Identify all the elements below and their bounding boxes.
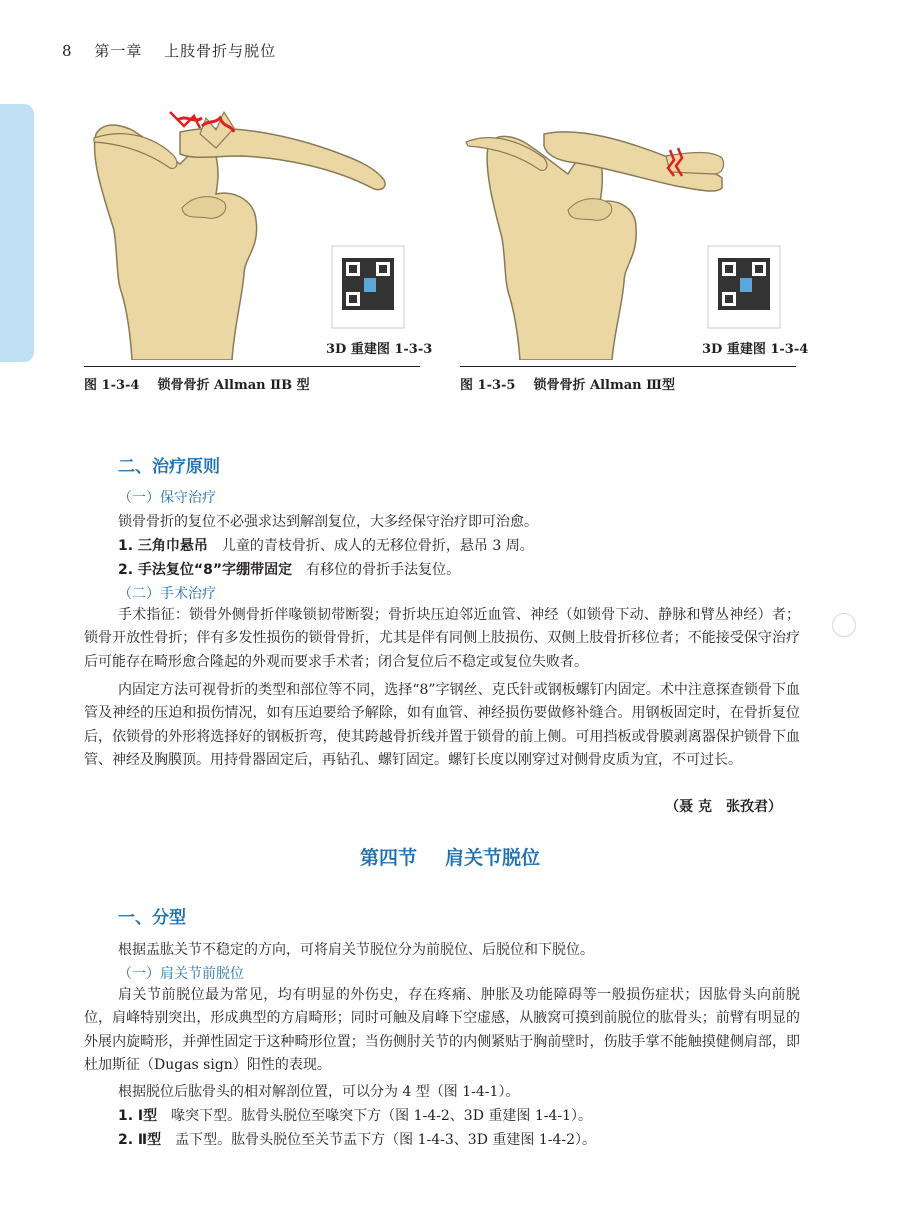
paragraph-text: 内固定方法可视骨折的类型和部位等不同，选择“8”字钢丝、克氏针或钢板螺钉内固定。术中注意探查锁骨下血管及神经的压迫和损伤情况，如有压迫要给予解除，如有血管、神经损伤要做修补缝合。用钢板固定时，在骨折复位后，依锁骨的外形将选择好的钢板折弯，使其跨越骨折线并置于锁骨的前上侧。可用挡板或骨膜剥离器保护锁骨下血管、神经及胸膜顶。用持骨器固定后，再钻孔、螺钉固定。螺钉长度以刚穿过对侧骨皮质为宜，不可过长。 xyxy=(84,682,800,769)
paragraph-fixation xyxy=(84,679,800,773)
running-head xyxy=(62,40,276,61)
list-item-label: 1. Ⅰ型 xyxy=(118,1108,158,1124)
list-item-label: 2. Ⅱ型 xyxy=(118,1132,162,1148)
figure-allman-iii xyxy=(460,98,800,360)
authors: （聂 克 张孜君） xyxy=(665,799,782,815)
page-number: 8 xyxy=(62,42,73,60)
list-item-label: 2. 手法复位“8”字绷带固定 xyxy=(118,562,293,578)
figure-number: 图 1-3-4 xyxy=(84,378,140,393)
paragraph-indications xyxy=(84,604,800,674)
paragraph-text: 手术指征：锁骨外侧骨折伴喙锁韧带断裂；骨折块压迫邻近血管、神经（如锁骨下动、静脉和臂丛神经）者；锁骨开放性骨折；伴有多发性损伤的锁骨骨折，尤其是伴有同侧上肢损伤、双侧上肢骨折移位者；不能接受保守治疗后可能存在畸形愈合隆起的外观而要求手术者；闭合复位后不稳定或复位失败者。 xyxy=(84,607,800,670)
list-item-label: 1. 三角巾悬吊 xyxy=(118,538,208,554)
heading-treatment: 二、治疗原则 xyxy=(118,457,220,477)
list-item-text: 喙突下型。肱骨头脱位至喙突下方（图 1-4-2、3D 重建图 1-4-1）。 xyxy=(171,1108,593,1124)
list-item xyxy=(118,535,534,555)
figure-number: 图 1-3-5 xyxy=(460,378,516,393)
list-item xyxy=(118,1105,592,1125)
list-item-text: 有移位的骨折手法复位。 xyxy=(306,562,461,578)
section-title xyxy=(0,843,900,870)
library-stamp-icon xyxy=(832,613,856,637)
chapter-side-tab xyxy=(0,104,34,362)
heading-conservative: （一）保守治疗 xyxy=(118,490,216,506)
list-item-text: 盂下型。肱骨头脱位至关节盂下方（图 1-4-3、3D 重建图 1-4-2）。 xyxy=(175,1132,597,1148)
figure-caption xyxy=(84,374,310,393)
section-number: 第四节 xyxy=(359,847,417,869)
figure-title: 锁骨骨折 Allman Ⅲ型 xyxy=(533,378,675,393)
list-item xyxy=(118,559,460,579)
qr-caption: 3D 重建图 1-3-4 xyxy=(702,342,809,357)
heading-surgical: （二）手术治疗 xyxy=(118,586,216,602)
chapter-title: 上肢骨折与脱位 xyxy=(164,42,277,60)
classification-intro: 根据盂肱关节不稳定的方向，可将肩关节脱位分为前脱位、后脱位和下脱位。 xyxy=(118,942,594,958)
chapter-label: 第一章 xyxy=(94,42,143,60)
heading-classification: 一、分型 xyxy=(118,908,186,928)
section-name: 肩关节脱位 xyxy=(445,847,541,869)
clavicle-fracture-illustration xyxy=(460,98,800,360)
figure-rule xyxy=(460,366,796,367)
types-intro: 根据脱位后肱骨头的相对解剖位置，可以分为 4 型（图 1-4-1）。 xyxy=(118,1084,520,1100)
clavicle-fracture-illustration xyxy=(84,98,424,360)
figure-title: 锁骨骨折 Allman ⅡB 型 xyxy=(157,378,310,393)
paragraph-text: 肩关节前脱位最为常见，均有明显的外伤史，存在疼痛、肿胀及功能障碍等一般损伤症状；因肱骨头向前脱位，肩峰特别突出，形成典型的方肩畸形；同时可触及肩峰下空虚感，从腋窝可摸到前脱位的肱骨头；前臂有明显的外展内旋畸形，并弹性固定于这种畸形位置；当伤侧肘关节的内侧紧贴于胸前壁时，伤肢手掌不能触摸健侧肩部，即杜加斯征（Dugas sign）阳性的表现。 xyxy=(84,987,800,1074)
paragraph-anterior xyxy=(84,984,800,1078)
heading-anterior-dislocation: （一）肩关节前脱位 xyxy=(118,966,244,982)
list-item-text: 儿童的青枝骨折、成人的无移位骨折，悬吊 3 周。 xyxy=(221,538,534,554)
conservative-intro: 锁骨骨折的复位不必强求达到解剖复位，大多经保守治疗即可治愈。 xyxy=(118,514,538,530)
figure-rule xyxy=(84,366,420,367)
qr-caption: 3D 重建图 1-3-3 xyxy=(326,342,433,357)
figure-caption xyxy=(460,374,675,393)
list-item xyxy=(118,1129,596,1149)
figure-allman-iib xyxy=(84,98,424,360)
